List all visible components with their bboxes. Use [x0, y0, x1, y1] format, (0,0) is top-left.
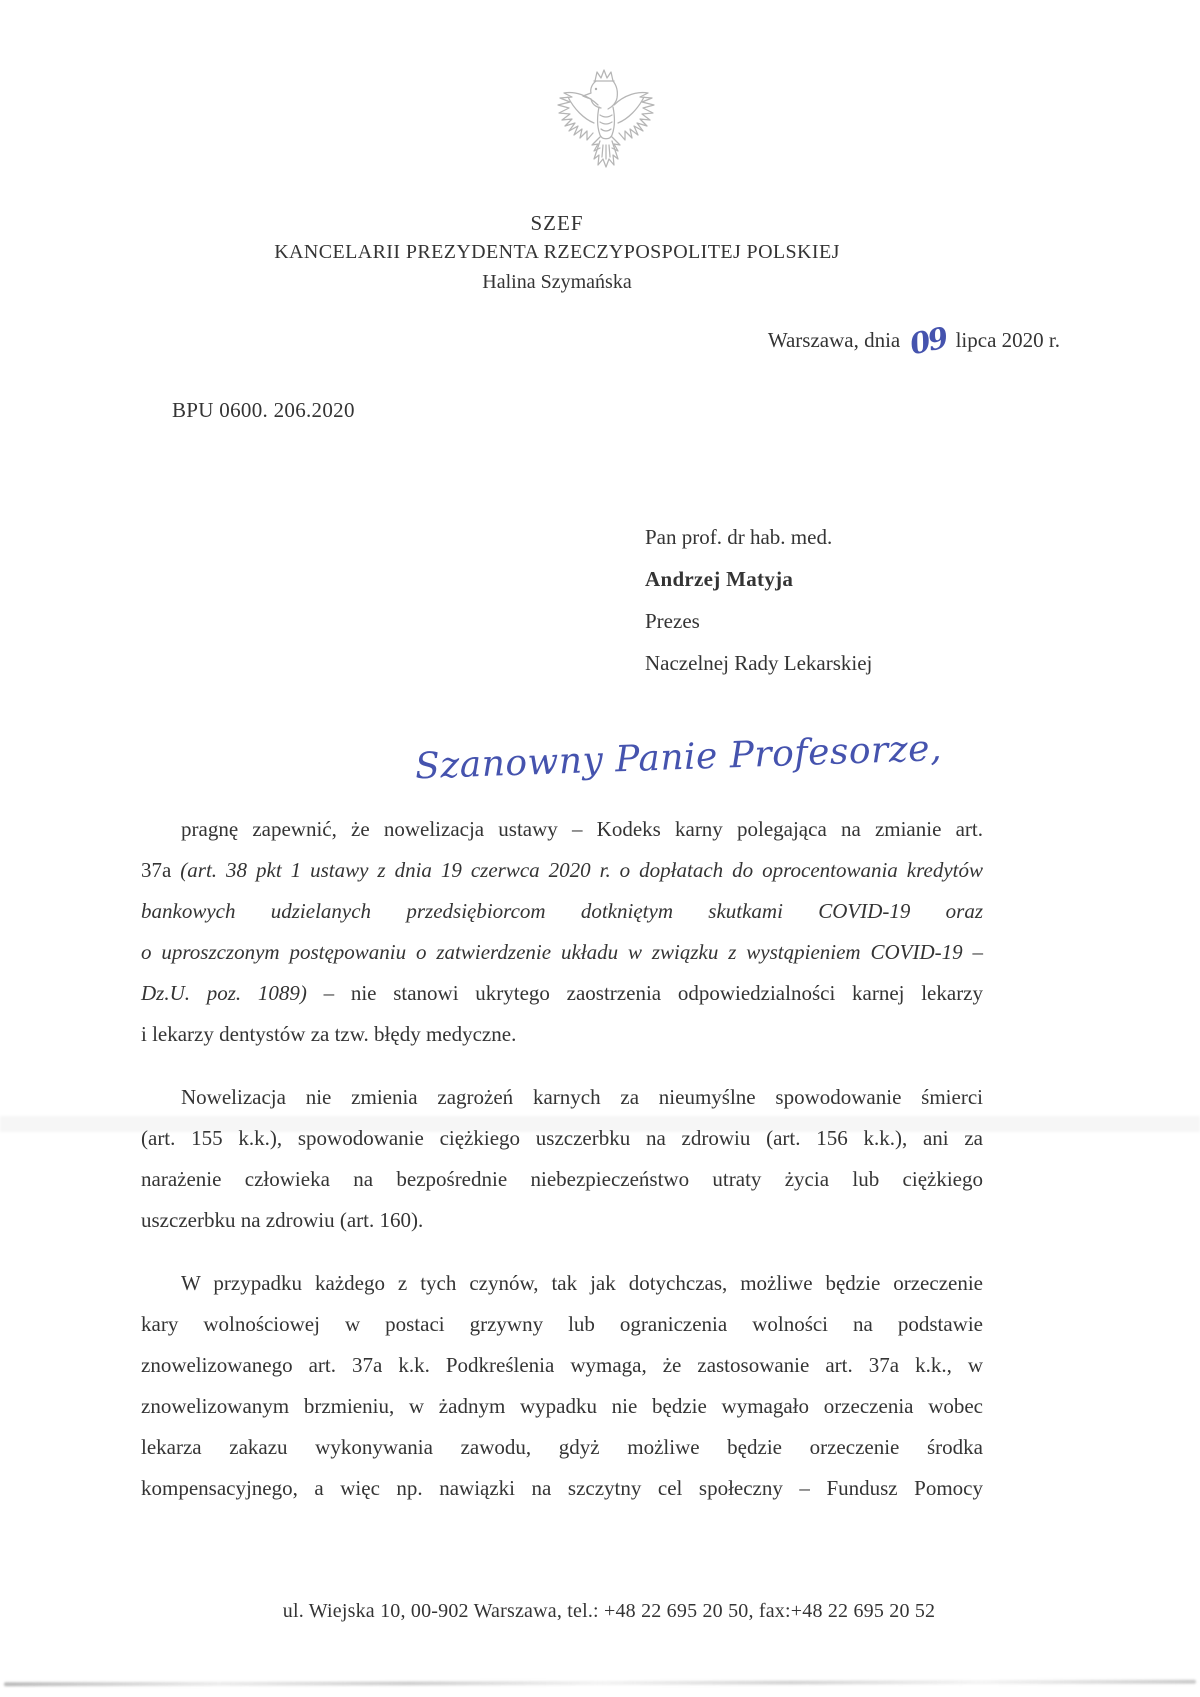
- addressee-title: Prezes: [645, 609, 700, 633]
- body-line: [141, 1468, 983, 1509]
- footer-address: ul. Wiejska 10, 00-902 Warszawa, tel.: +48 22 695 20 50, fax:+48 22 695 20 52: [282, 1600, 936, 1622]
- body-text-italic: bankowych udzielanych przedsiębiorcom dotkniętym skutkami COVID-19 oraz: [141, 899, 983, 923]
- body-text-italic: (art. 38 pkt 1 ustawy z dnia 19 czerwca 2020 r. o dopłatach do oprocentowania kredytów: [180, 858, 983, 882]
- body-text: znowelizowanego art. 37a k.k. Podkreślenia wymaga, że zastosowanie art. 37a k.k., w: [141, 1353, 983, 1377]
- body-text: (art. 155 k.k.), spowodowanie ciężkiego uszczerbku na zdrowiu (art. 156 k.k.), ani za: [141, 1126, 983, 1150]
- body-line: [141, 932, 983, 973]
- body-text: kompensacyjnego, a więc np. nawiązki na szczytny cel społeczny – Fundusz Pomocy: [141, 1476, 983, 1500]
- body-line: [141, 1345, 983, 1386]
- body-line: [141, 1263, 983, 1304]
- handwritten-greeting: Szanowny Panie Profesorze,: [414, 727, 943, 788]
- body-text: Nowelizacja nie zmienia zagrożeń karnych za nieumyślne spowodowanie śmierci: [181, 1085, 983, 1109]
- date-place-prefix: Warszawa, dnia: [767, 328, 901, 352]
- body-text: narażenie człowieka na bezpośrednie niebezpieczeństwo utraty życia lub ciężkiego: [141, 1167, 983, 1191]
- body-text: i lekarzy dentystów za tzw. błędy medyczne.: [141, 1022, 517, 1046]
- sender-role: SZEF: [530, 211, 584, 235]
- scan-artifact-bottom-edge: [4, 1680, 1196, 1686]
- body-line: [141, 809, 983, 850]
- sender-office: KANCELARII PREZYDENTA RZECZYPOSPOLITEJ POLSKIEJ: [274, 241, 840, 263]
- body-text: pragnę zapewnić, że nowelizacja ustawy – Kodeks karny polegająca na zmianie art.: [181, 817, 983, 841]
- body-line: [141, 1159, 983, 1200]
- body-paragraph: [141, 1077, 983, 1241]
- body-text: znowelizowanym brzmieniu, w żadnym wypadku nie będzie wymagało orzeczenia wobec: [141, 1394, 983, 1418]
- body-text-italic: o uproszczonym postępowaniu o zatwierdzenie układu w związku z wystąpieniem COVID-19 –: [141, 940, 983, 964]
- body-line: [141, 1014, 983, 1055]
- body-text: 37a: [141, 858, 181, 882]
- body-text: – nie stanowi ukrytego zaostrzenia odpowiedzialności karnej lekarzy: [306, 981, 984, 1005]
- body-line: [141, 850, 983, 891]
- body-paragraph: [141, 809, 983, 1055]
- date-suffix: lipca 2020 r.: [955, 328, 1060, 352]
- date-line: [140, 320, 1060, 362]
- scan-artifact-band: [0, 1116, 1200, 1132]
- body-text: uszczerbku na zdrowiu (art. 160).: [141, 1208, 424, 1232]
- addressee-block: [645, 516, 872, 684]
- body-line: [141, 1200, 983, 1241]
- body-line: [141, 1077, 983, 1118]
- body-paragraph: [141, 1263, 983, 1509]
- addressee-name: Andrzej Matyja: [645, 567, 794, 591]
- body-text-italic: Dz.U. poz. 1089): [141, 981, 307, 1005]
- reference-number: BPU 0600. 206.2020: [172, 398, 355, 422]
- addressee-salutation: Pan prof. dr hab. med.: [645, 525, 833, 549]
- polish-eagle-emblem-icon: [550, 64, 662, 184]
- handwritten-day: 09: [907, 320, 950, 362]
- body-text: kary wolnościowej w postaci grzywny lub ograniczenia wolności na podstawie: [141, 1312, 983, 1336]
- sender-name: Halina Szymańska: [482, 271, 632, 293]
- body-line: [141, 1304, 983, 1345]
- body-line: [141, 891, 983, 932]
- body-line: [141, 1427, 983, 1468]
- letter-body: [141, 809, 983, 1531]
- body-text: W przypadku każdego z tych czynów, tak jak dotychczas, możliwe będzie orzeczenie: [181, 1271, 983, 1295]
- body-line: [141, 1386, 983, 1427]
- letterhead: [157, 209, 957, 297]
- body-text: lekarza zakazu wykonywania zawodu, gdyż możliwe będzie orzeczenie środka: [141, 1435, 983, 1459]
- body-line: [141, 973, 983, 1014]
- addressee-organization: Naczelnej Rady Lekarskiej: [645, 651, 873, 675]
